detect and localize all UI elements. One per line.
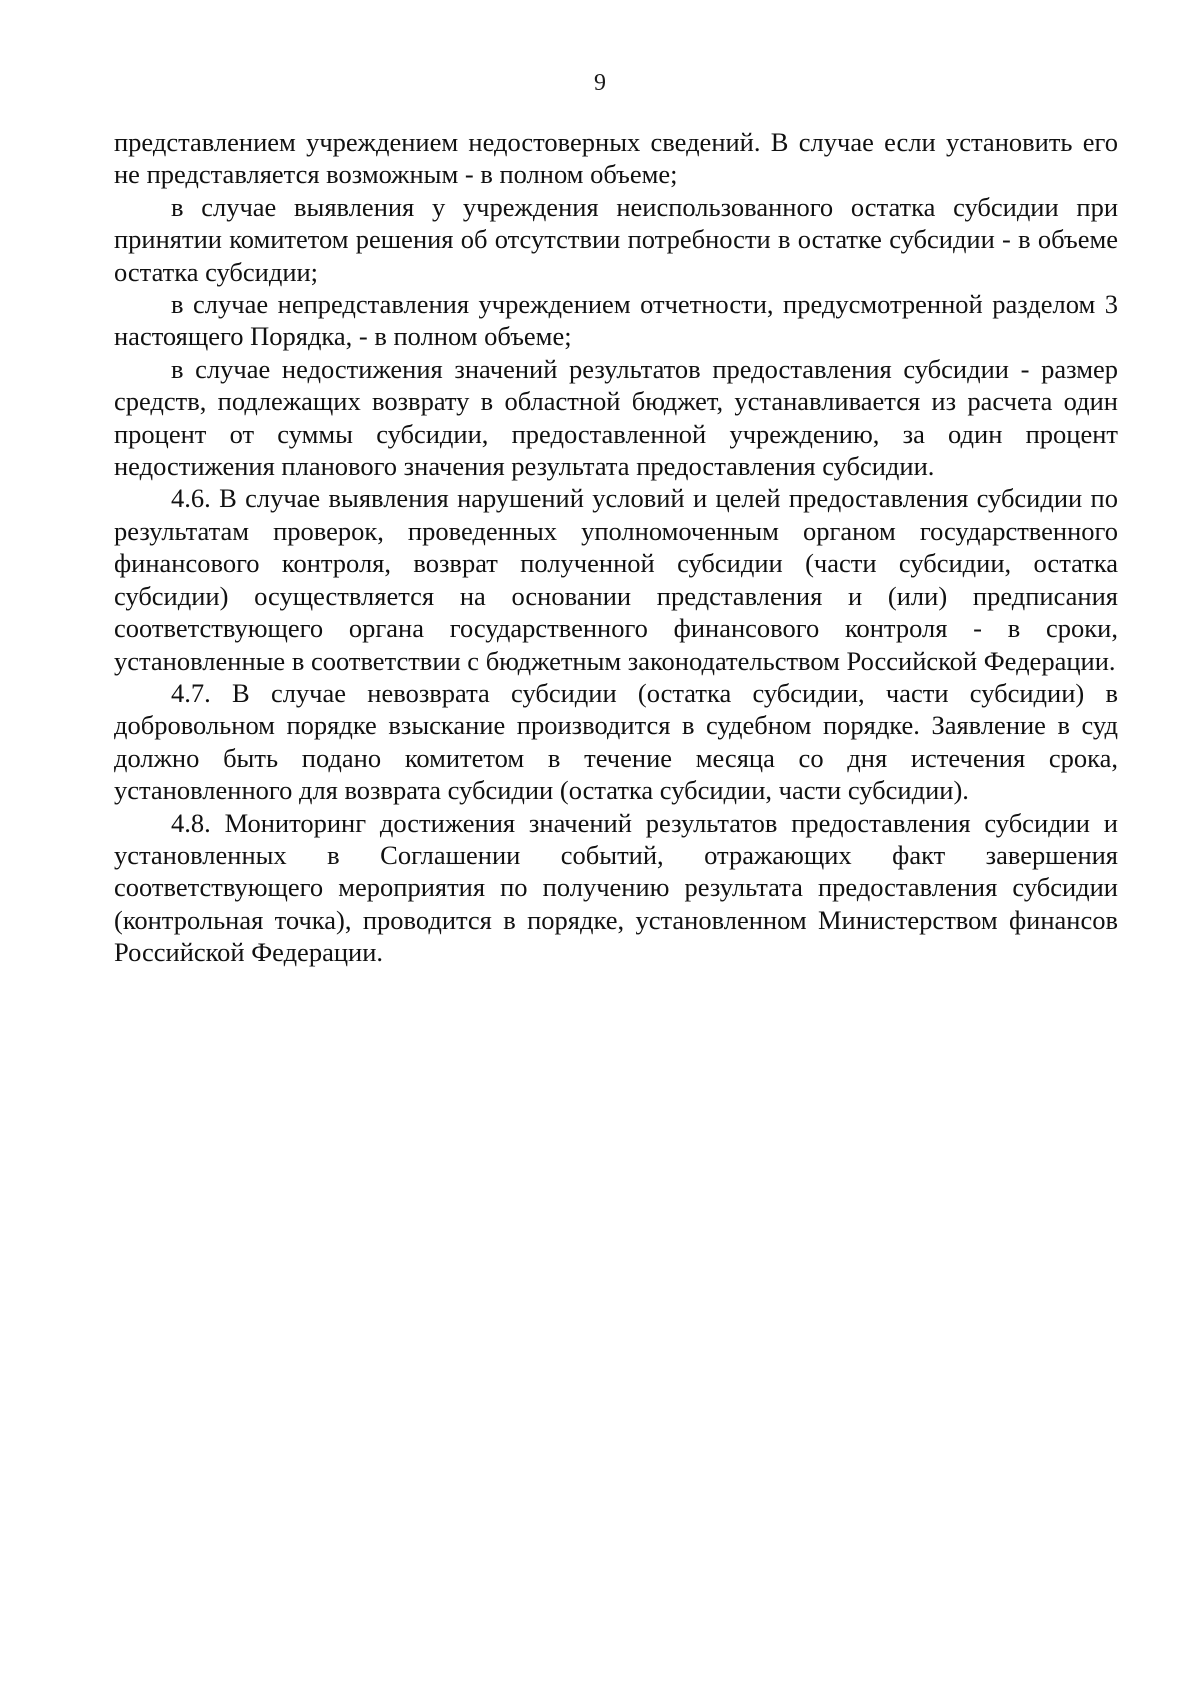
page-number: 9: [594, 70, 606, 96]
paragraph-clause-4-7: 4.7. В случае невозврата субсидии (остатка субсидии, части субсидии) в добровольном порядке взыскание производится в судебном порядке. Заявление в суд должно быть подано комитетом в течение месяца со дня истечения срока, установленного для возврата субсидии (остатка субсидии, части субсидии).: [114, 677, 1118, 806]
paragraph-clause-4-6: 4.6. В случае выявления нарушений условий и целей предоставления субсидии по результатам проверок, проведенных уполномоченным органом государственного финансового контроля, возврат полученной субсидии (части субсидии, остатка субсидии) осуществляется на основании представления и (или) предписания соответствующего органа государственного финансового контроля - в сроки, установленные в соответствии с бюджетным законодательством Российской Федерации.: [114, 483, 1118, 676]
paragraph-clause-4-8: 4.8. Мониторинг достижения значений результатов предоставления субсидии и установленных в Соглашении событий, отражающих факт завершения соответствующего мероприятия по получению результата предоставления субсидии (контрольная точка), проводится в порядке, установленном Министерством финансов Российской Федерации.: [114, 807, 1118, 968]
paragraph-no-reporting: в случае непредставления учреждением отчетности, предусмотренной разделом 3 настоящего Порядка, - в полном объеме;: [114, 289, 1118, 352]
paragraph-unused-balance: в случае выявления у учреждения неиспользованного остатка субсидии при принятии комитетом решения об отсутствии потребности в остатке субсидии - в объеме остатка субсидии;: [114, 191, 1118, 287]
paragraph-continuation: представлением учреждением недостоверных сведений. В случае если установить его не представляется возможным - в полном объеме;: [114, 127, 1118, 190]
paragraph-results-not-achieved: в случае недостижения значений результатов предоставления субсидии - размер средств, подлежащих возврату в областной бюджет, устанавливается из расчета один процент от суммы субсидии, предоставленной учреждению, за один процент недостижения планового значения результата предоставления субсидии.: [114, 353, 1118, 482]
document-body: [114, 126, 1118, 969]
